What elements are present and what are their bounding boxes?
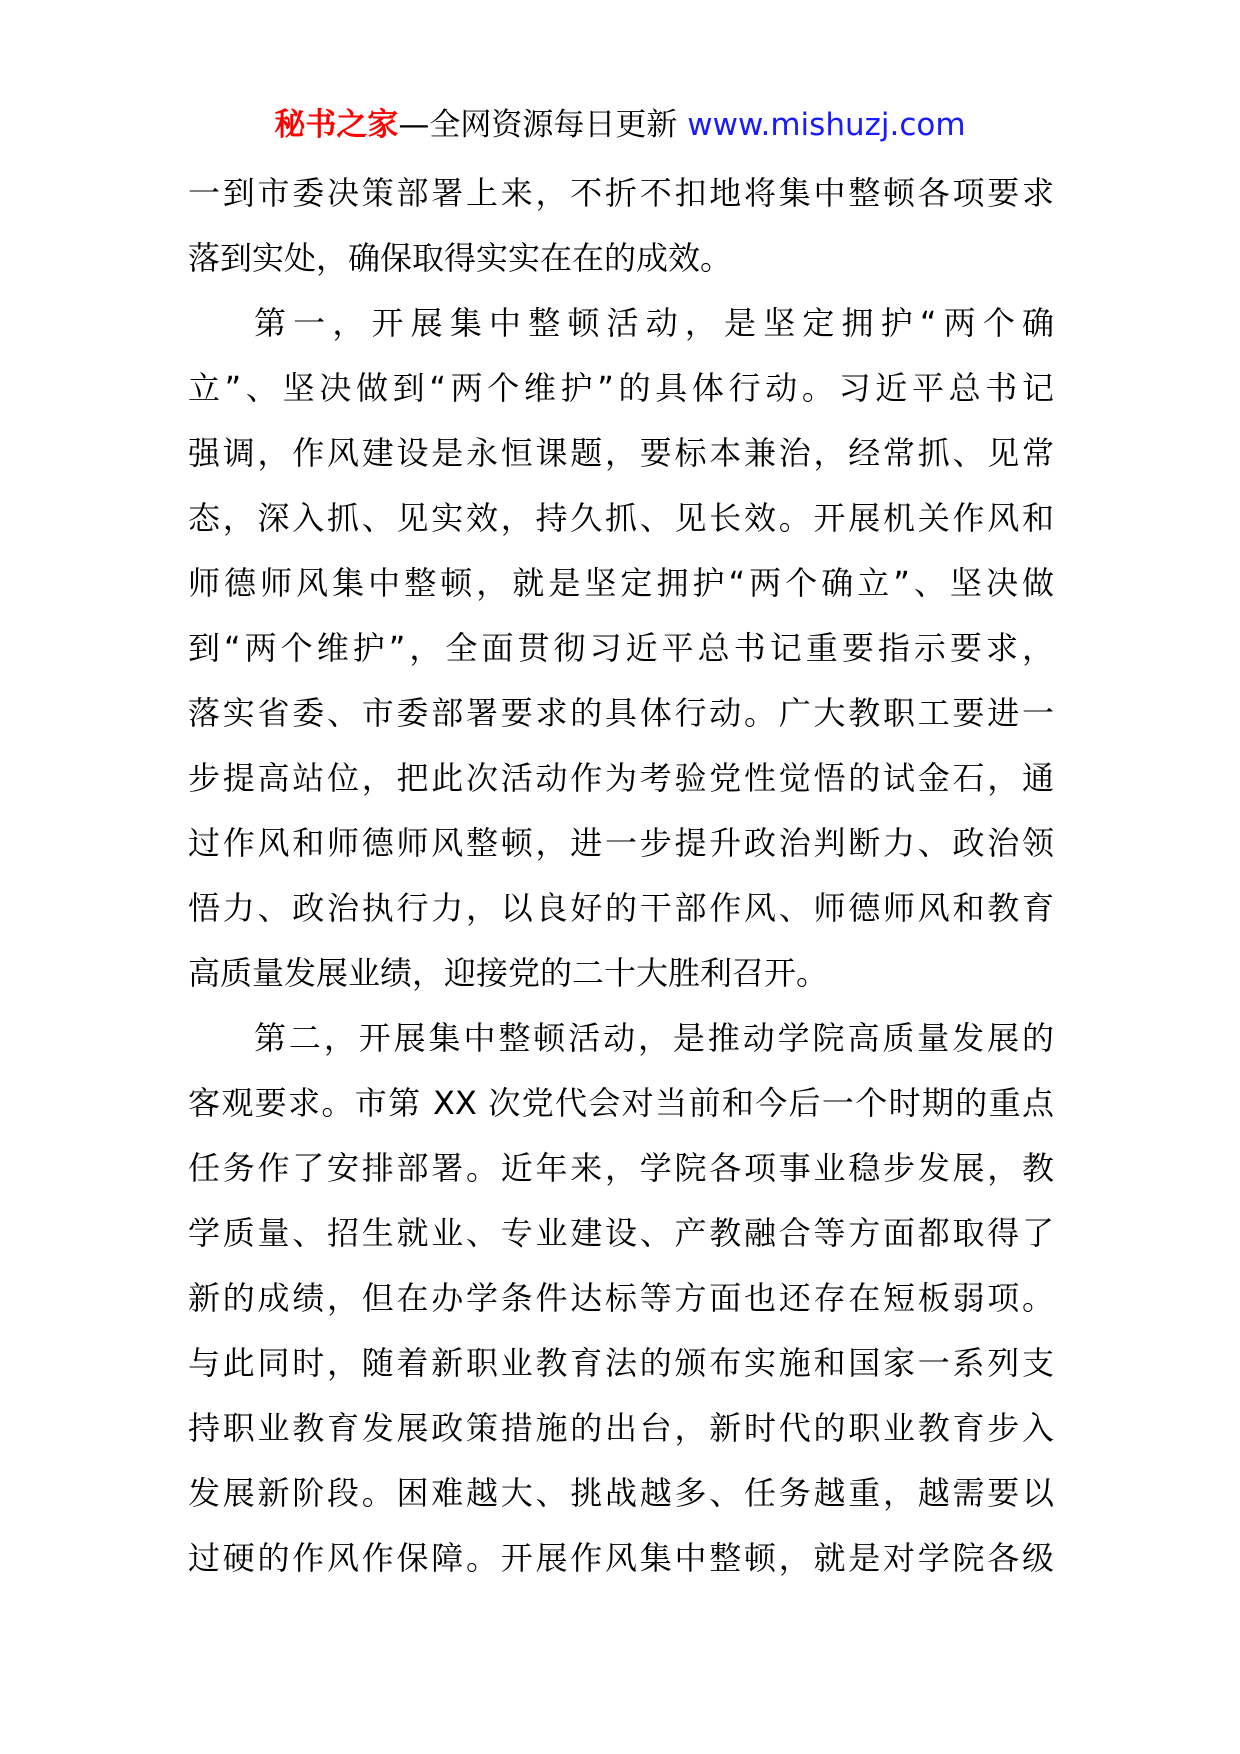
site-brand: 秘书之家 xyxy=(274,107,399,143)
text-line: 态，深入抓、见实效，持久抓、见长效。开展机关作风和 xyxy=(188,499,1054,537)
text-line: 落到实处，确保取得实实在在的成效。 xyxy=(188,239,733,277)
text-line: 过作风和师德师风整顿，进一步提升政治判断力、政治领 xyxy=(188,824,1054,862)
text-line: 高质量发展业绩，迎接党的二十大胜利召开。 xyxy=(188,954,829,992)
text-line: 一到市委决策部署上来，不折不扣地将集中整顿各项要求 xyxy=(188,174,1054,212)
paragraph-first-line: 第二，开展集中整顿活动，是推动学院高质量发展的 xyxy=(254,1019,1054,1057)
text-line: 任务作了安排部署。近年来，学院各项事业稳步发展，教 xyxy=(188,1149,1054,1187)
text-line: 步提高站位，把此次活动作为考验党性觉悟的试金石，通 xyxy=(188,759,1054,797)
text-line: 强调，作风建设是永恒课题，要标本兼治，经常抓、见常 xyxy=(188,434,1054,472)
text-line: 新的成绩，但在办学条件达标等方面也还存在短板弱项。 xyxy=(188,1279,1054,1317)
text-line: 持职业教育发展政策措施的出台，新时代的职业教育步入 xyxy=(188,1409,1054,1447)
text-line: 过硬的作风作保障。开展作风集中整顿，就是对学院各级 xyxy=(188,1539,1054,1577)
text-line: 悟力、政治执行力，以良好的干部作风、师德师风和教育 xyxy=(188,889,1054,927)
text-line: 到“两个维护”，全面贯彻习近平总书记重要指示要求， xyxy=(188,629,1054,667)
paragraph-first-line: 第一，开展集中整顿活动，是坚定拥护“两个确 xyxy=(254,304,1054,342)
site-url[interactable]: www.mishuzj.com xyxy=(687,107,966,143)
text-line: 客观要求。市第 XX 次党代会对当前和今后一个时期的重点 xyxy=(188,1084,1054,1122)
text-line: 立”、坚决做到“两个维护”的具体行动。习近平总书记 xyxy=(188,369,1054,407)
document-body xyxy=(188,161,1054,1591)
text-line: 与此同时，随着新职业教育法的颁布实施和国家一系列支 xyxy=(188,1344,1054,1382)
text-line: 学质量、招生就业、专业建设、产教融合等方面都取得了 xyxy=(188,1214,1054,1252)
site-tagline: —全网资源每日更新 xyxy=(398,107,678,143)
text-line: 发展新阶段。困难越大、挑战越多、任务越重，越需要以 xyxy=(188,1474,1054,1512)
site-header xyxy=(0,100,1240,150)
text-line: 落实省委、市委部署要求的具体行动。广大教职工要进一 xyxy=(188,694,1054,732)
text-line: 师德师风集中整顿，就是坚定拥护“两个确立”、坚决做 xyxy=(188,564,1054,602)
